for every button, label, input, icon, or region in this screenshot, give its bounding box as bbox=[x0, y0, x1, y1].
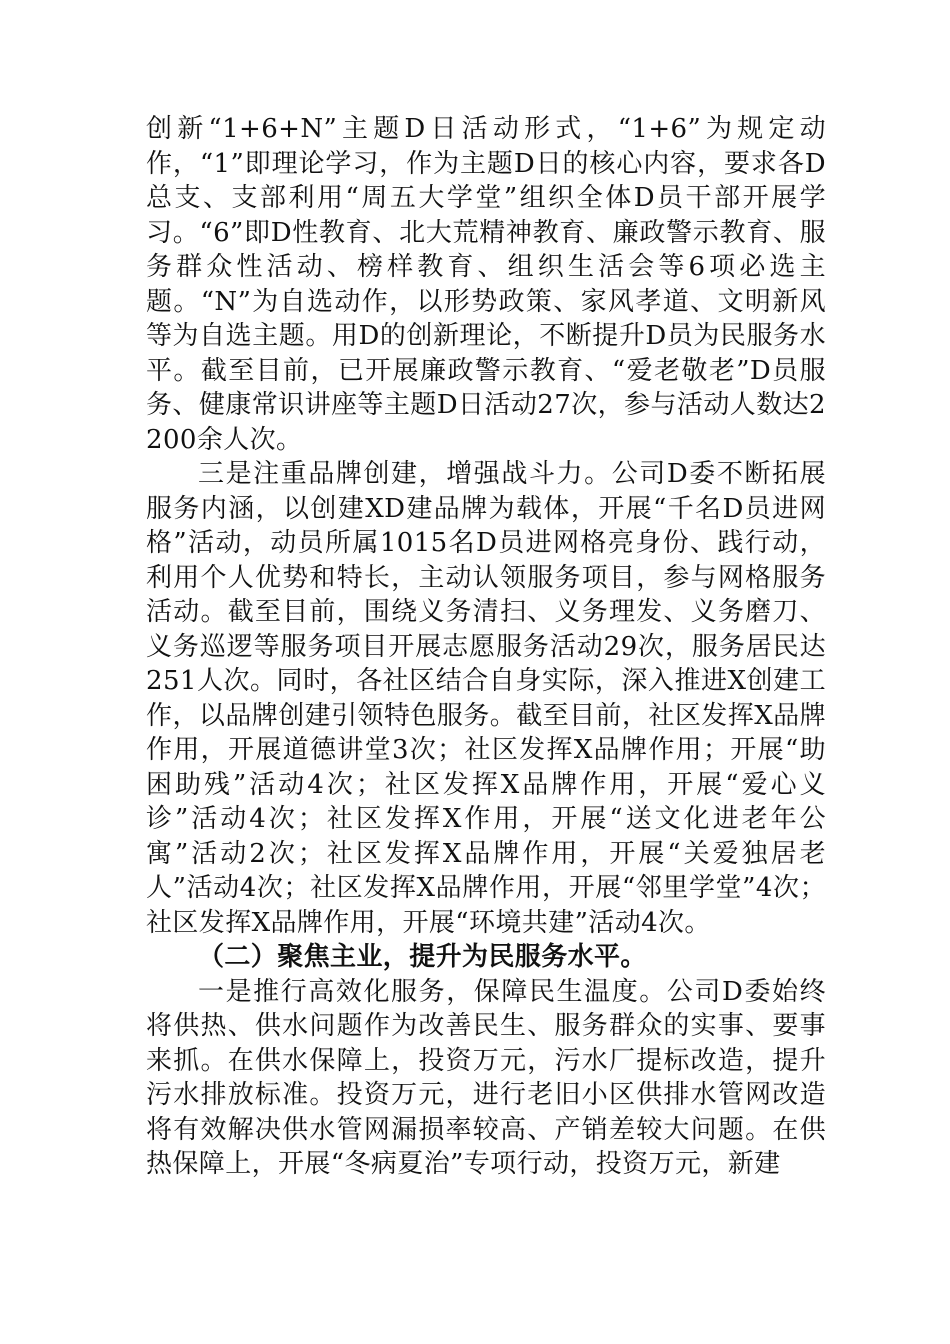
paragraph-theme-day: 创新“1+6+N”主题D日活动形式，“1+6”为规定动作，“1”即理论学习，作为主题D日的核心内容，要求各D总支、支部利用“周五大学堂”组织全体D员干部开展学习。“6”即D性教育、北大荒精神教育、廉政警示教育、服务群众性活动、榜样教育、组织生活会等6项必选主题。“N”为自选动作，以形势政策、家风孝道、文明新风等为自选主题。用D的创新理论，不断提升D员为民服务水平。截至目前，已开展廉政警示教育、“爱老敬老”D员服务、健康常识讲座等主题D日活动27次，参与活动人数达2200余人次。 bbox=[146, 114, 826, 455]
paragraph-efficient-service: 一是推行高效化服务，保障民生温度。公司D委始终将供热、供水问题作为改善民生、服务群众的实事、要事来抓。在供水保障上，投资万元，污水厂提标改造，提升污水排放标准。投资万元，进行老旧小区供排水管网改造将有效解决供水管网漏损率较高、产销差较大问题。在供热保障上，开展“冬病夏治”专项行动，投资万元，新建 bbox=[146, 976, 826, 1179]
section-heading-main-business: （二）聚焦主业，提升为民服务水平。 bbox=[198, 942, 647, 972]
document-body bbox=[146, 112, 826, 1182]
paragraph-brand-building: 三是注重品牌创建，增强战斗力。公司D委不断拓展服务内涵，以创建XD建品牌为载体，开展“千名D员进网格”活动，动员所属1015名D员进网格亮身份、践行动，利用个人优势和特长，主动认领服务项目，参与网格服务活动。截至目前，围绕义务清扫、义务理发、义务磨刀、义务巡逻等服务项目开展志愿服务活动29次，服务居民达251人次。同时，各社区结合自身实际，深入推进X创建工作，以品牌创建引领特色服务。截至目前，社区发挥X品牌作用，开展道德讲堂3次；社区发挥X品牌作用；开展“助困助残”活动4次；社区发挥X品牌作用，开展“爱心义诊”活动4次；社区发挥X作用，开展“送文化进老年公寓”活动2次；社区发挥X品牌作用，开展“关爱独居老人”活动4次；社区发挥X品牌作用，开展“邻里学堂”4次；社区发挥X品牌作用，开展“环境共建”活动4次。 bbox=[146, 459, 826, 938]
